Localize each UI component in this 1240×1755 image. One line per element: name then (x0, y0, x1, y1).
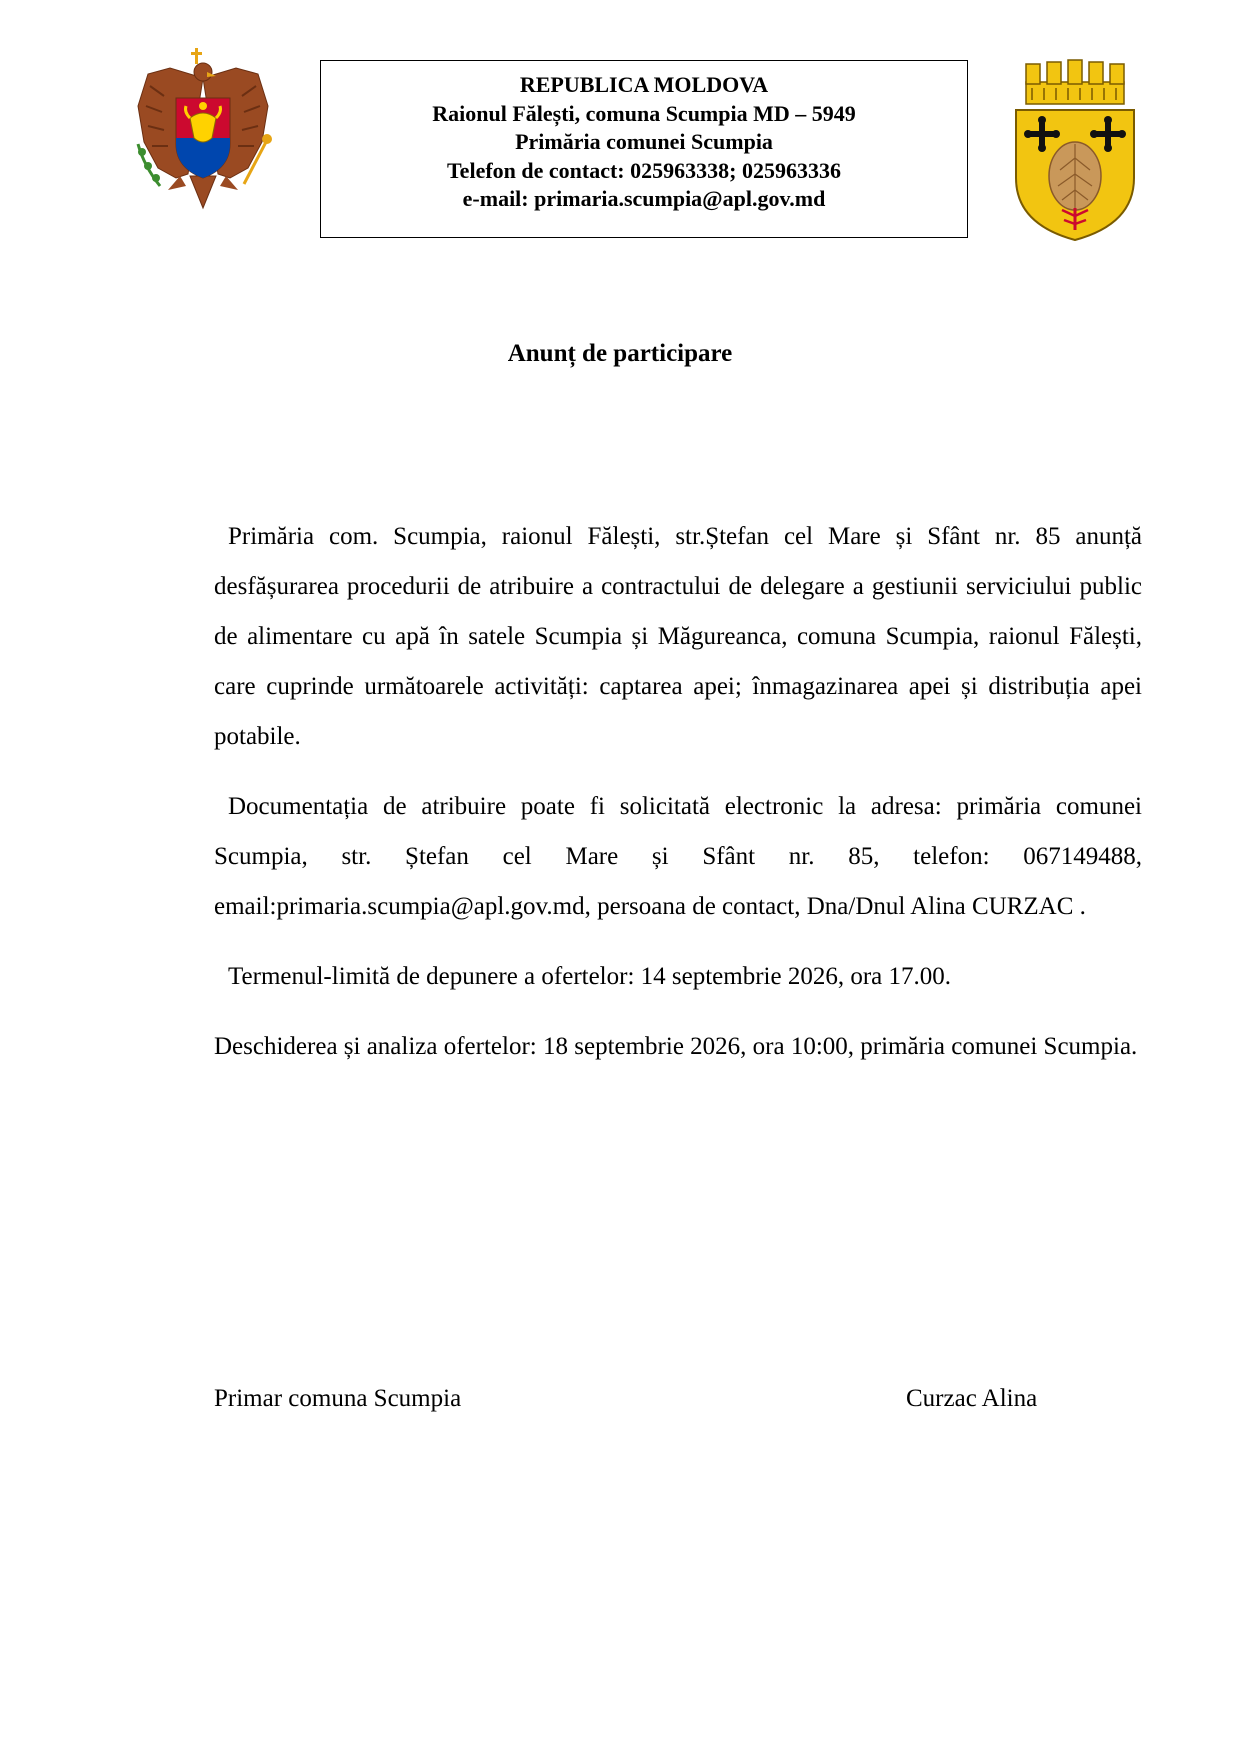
scumpia-coat-of-arms-icon (1012, 58, 1138, 244)
header-institution: Primăria comunei Scumpia (515, 129, 773, 154)
paragraph-opening: Deschiderea și analiza ofertelor: 18 septembrie 2026, ora 10:00, primăria comunei Scumpia. (214, 1033, 1138, 1060)
paragraph-documentation: Documentația de atribuire poate fi solicitată electronic la adresa: primăria comunei Scumpia, str. Ștefan cel Mare și Sfânt nr. 85, telefon: 067149488, email:primaria.scumpia@apl.gov.md, persoana de contact, Dna/Dnul Alina CURZAC . (214, 793, 1142, 920)
paragraph-procedure: Primăria com. Scumpia, raionul Fălești, str.Ștefan cel Mare și Sfânt nr. 85 anunță desfășurarea procedurii de atribuire a contractului de delegare a gestiunii serviciului public de alimentare cu apă în satele Scumpia și Măgureanca, comuna Scumpia, raionul Fălești, care cuprinde următoarele activități: captarea apei; înmagazinarea apei și distribuția apei potabile. (214, 523, 1142, 750)
document-title: Anunț de participare (507, 340, 733, 367)
paragraph-deadline: Termenul-limită de depunere a ofertelor: 14 septembrie 2026, ora 17.00. (228, 963, 951, 990)
moldova-coat-of-arms-icon (130, 46, 276, 214)
header-phone: Telefon de contact: 025963338; 025963336 (447, 157, 841, 183)
letterhead-box (320, 60, 968, 238)
signature-role: Primar comuna Scumpia (214, 1385, 462, 1412)
header-email: e-mail: primaria.scumpia@apl.gov.md (462, 186, 826, 211)
announcement-body (214, 512, 1142, 1072)
signature-name: Curzac Alina (906, 1385, 1038, 1412)
header-country: REPUBLICA MOLDOVA (519, 72, 769, 97)
header-address: Raionul Fălești, comuna Scumpia MD – 5949 (432, 100, 856, 126)
